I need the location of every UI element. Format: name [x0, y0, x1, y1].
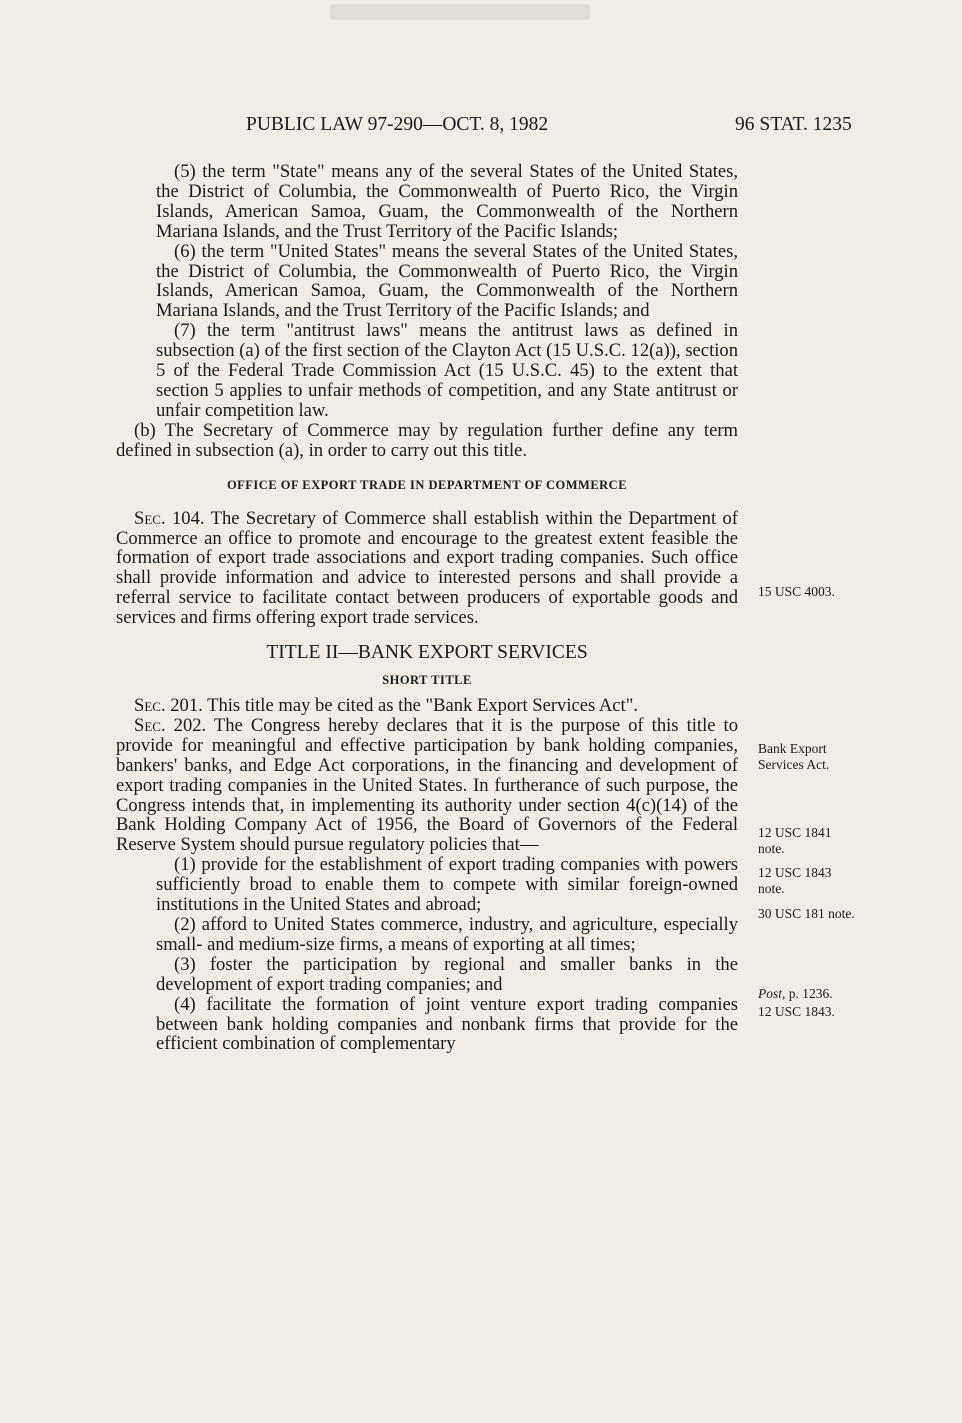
margin-note-post-label: Post,: [758, 986, 786, 1001]
margin-note-line: note.: [758, 841, 785, 856]
section-label: Sec.: [134, 695, 166, 717]
margin-note-line: Bank Export: [758, 741, 827, 756]
definition-7: (7) the term "antitrust laws" means the antitrust laws as defined in subsection (a) of the first section of the Clayton Act (15 U.S.C. 12(a)), section 5 of the Federal Trade Commission Act (15 U.S.C. 45) to the extent that section 5 applies to unfair methods of competition, and any State antitrust or unfair competition law.: [156, 320, 738, 421]
bleed-through-mark: [330, 4, 590, 20]
section-202-body: 202. The Congress hereby declares that it is the purpose of this title to provide for meaningful and effective participation by bank holding companies, bankers' banks, and Edge Act corporations, in the financing and development of export trading companies in the United States. In furtherance of such purpose, the Congress intends that, in implementing its authority under section 4(c)(14) of the Bank Holding Company Act of 1956, the Board of Governors of the Federal Reserve System should pursue regulatory policies that—: [116, 714, 738, 856]
margin-note-bank-export-services-act: [758, 741, 829, 773]
subsection-b: (b) The Secretary of Commerce may by regulation further define any term defined in subsection (a), in order to carry out this title.: [116, 419, 738, 461]
section-201-body: 201. This title may be cited as the "Bank Export Services Act".: [165, 695, 638, 717]
section-label: Sec.: [134, 507, 166, 529]
section-104-body: 104. The Secretary of Commerce shall establish within the Department of Commerce an office to promote and encourage to the greatest extent feasible the formation of export trade associations and export trading companies. Such office shall provide information and advice to interested persons and shall provide a referral service to facilitate contact between producers of exportable goods and services and firms offering export trade services.: [116, 507, 738, 629]
section-label: Sec.: [134, 714, 166, 736]
margin-note-12-usc-1841: [758, 825, 832, 857]
policy-item-3: (3) foster the participation by regional and smaller banks in the development of export trading companies; and: [156, 953, 738, 995]
margin-note-12-usc-1843: 12 USC 1843.: [758, 1004, 835, 1019]
margin-note-line: note.: [758, 881, 785, 896]
spacer: [116, 628, 738, 642]
spacer: [116, 495, 738, 509]
title-2-heading: TITLE II—BANK EXPORT SERVICES: [266, 642, 588, 664]
header-title: PUBLIC LAW 97-290—OCT. 8, 1982: [246, 114, 549, 135]
policy-item-1: (1) provide for the establishment of export trading companies with powers sufficiently broad to enable them to compete with similar foreign-owned institutions in the United States and abroad;: [156, 854, 738, 916]
page-header: [0, 114, 962, 140]
margin-note-15-usc-4003: 15 USC 4003.: [758, 584, 835, 599]
policy-item-4: (4) facilitate the formation of joint venture export trading companies between bank holding companies and nonbank firms that provide for the efficient combination of complementary: [156, 993, 738, 1055]
definition-6: (6) the term "United States" means the several States of the United States, the District of Columbia, the Commonwealth of Puerto Rico, the Virgin Islands, American Samoa, Guam, the Commonwealth of the Northern Mariana Islands, and the Trust Territory of the Pacific Islands; and: [156, 240, 738, 322]
section-104-text: [116, 509, 738, 628]
margin-note-line: Services Act.: [758, 757, 830, 772]
policy-item-2: (2) afford to United States commerce, industry, and agriculture, especially small- and medium-size firms, a means of exporting at all times;: [156, 914, 738, 955]
section-104-heading: OFFICE OF EXPORT TRADE IN DEPARTMENT OF COMMERCE: [226, 477, 628, 492]
short-title-heading: SHORT TITLE: [382, 673, 472, 688]
body-text: [116, 162, 738, 1054]
definition-5: (5) the term "State" means any of the several States of the United States, the District of Columbia, the Commonwealth of Puerto Rico, the Virgin Islands, American Samoa, Guam, the Commonwealth of the Northern Mariana Islands, and the Trust Territory of the Pacific Islands;: [156, 161, 738, 242]
header-stat-citation: 96 STAT. 1235: [735, 114, 852, 135]
section-202-text: [116, 716, 738, 855]
margin-note-12-usc-1843-note: [758, 865, 832, 897]
margin-note-post-p-1236: [758, 986, 833, 1002]
margin-note-line: 12 USC 1841: [758, 825, 832, 840]
margin-note-line: 12 USC 1843: [758, 865, 832, 880]
spacer: [116, 461, 738, 475]
margin-note-30-usc-181: 30 USC 181 note.: [758, 906, 855, 921]
section-201-text: [116, 696, 738, 716]
margin-note-post-page: p. 1236.: [785, 986, 833, 1001]
